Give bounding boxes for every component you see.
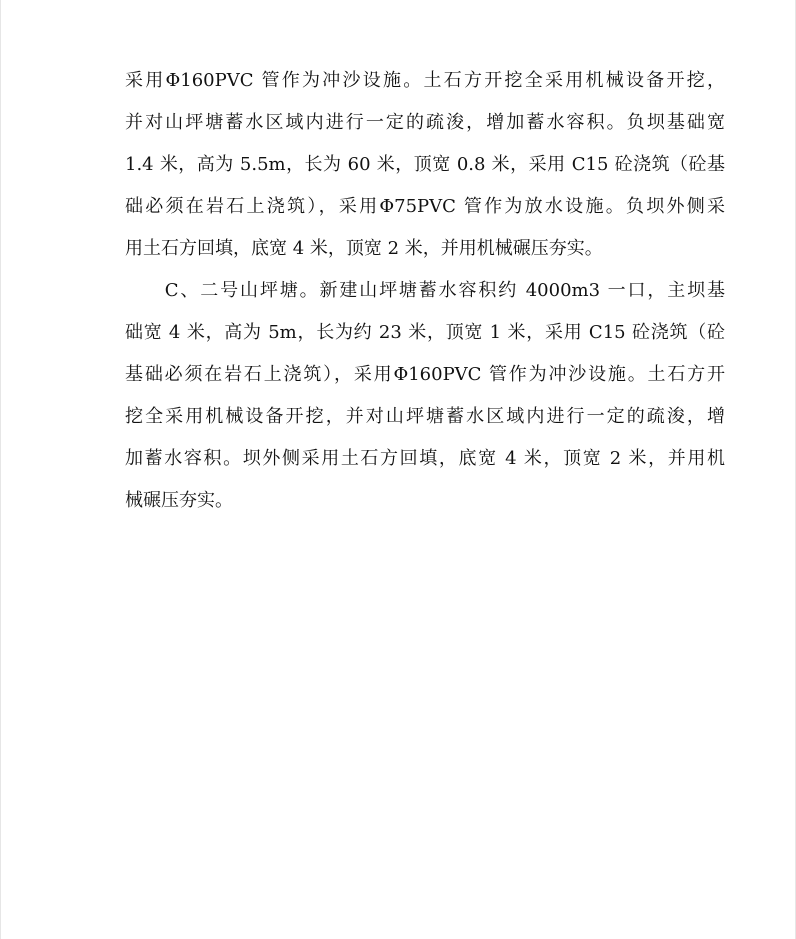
paragraph-pond-no2 <box>125 270 725 522</box>
text-line: 并对山坪塘蓄水区域内进行一定的疏浚，增加蓄水容积。负坝基础宽 <box>125 112 725 133</box>
text-line: 1.4 米，高为 5.5m，长为 60 米，顶宽 0.8 米，采用 C15 砼浇筑（砼基 <box>125 154 725 175</box>
text-line: 础必须在岩石上浇筑），采用Φ75PVC 管作为放水设施。负坝外侧采 <box>125 196 725 217</box>
body-text <box>125 60 725 522</box>
text-line: 加蓄水容积。坝外侧采用土石方回填，底宽 4 米，顶宽 2 米，并用机 <box>125 448 725 469</box>
paragraph-dam-spec-continued <box>125 60 725 270</box>
text-line: 械碾压夯实。 <box>125 490 233 511</box>
text-line: 础宽 4 米，高为 5m，长为约 23 米，顶宽 1 米，采用 C15 砼浇筑（砼 <box>125 322 725 343</box>
text-line: 基础必须在岩石上浇筑），采用Φ160PVC 管作为冲沙设施。土石方开 <box>125 364 725 385</box>
text-line: 挖全采用机械设备开挖，并对山坪塘蓄水区域内进行一定的疏浚，增 <box>125 406 725 427</box>
text-line: 用土石方回填，底宽 4 米，顶宽 2 米，并用机械碾压夯实。 <box>125 238 603 259</box>
text-line: 采用Φ160PVC 管作为冲沙设施。土石方开挖全采用机械设备开挖， <box>125 70 725 91</box>
text-line: C、二号山坪塘。新建山坪塘蓄水容积约 4000m3 一口，主坝基 <box>125 280 725 301</box>
